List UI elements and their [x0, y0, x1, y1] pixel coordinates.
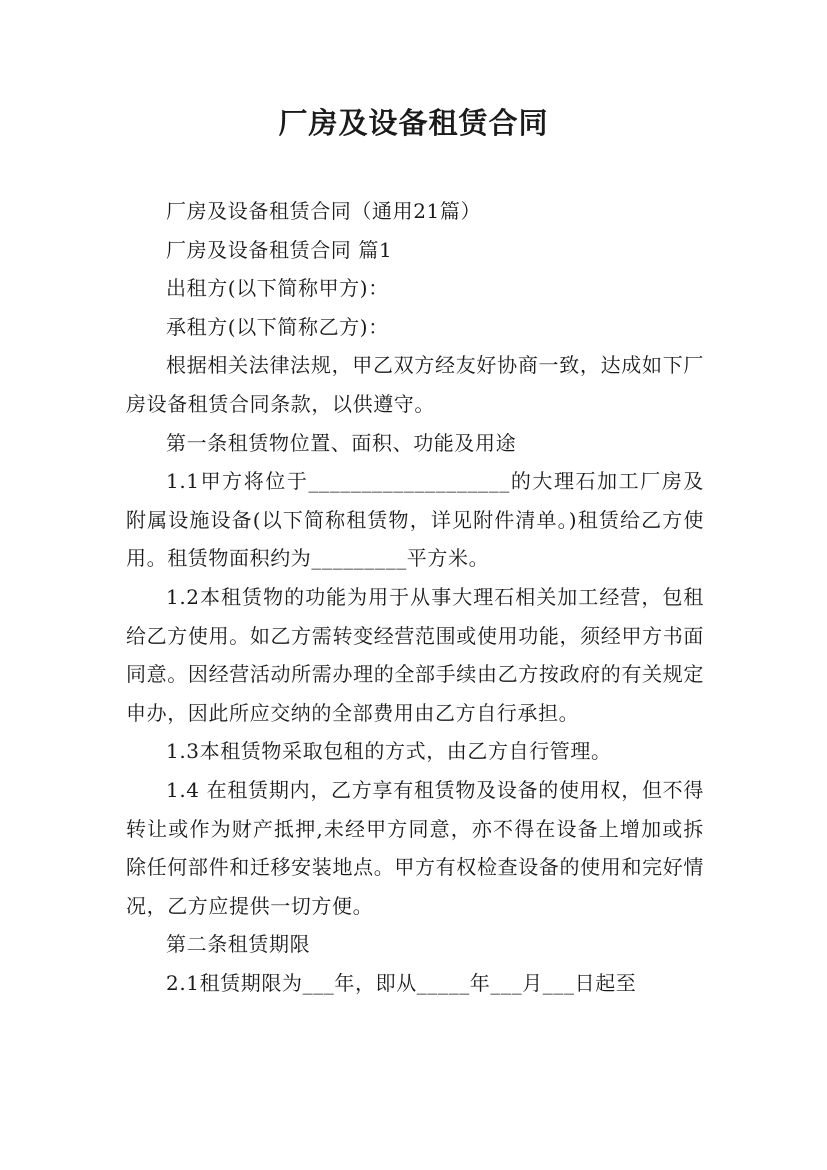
paragraph-lessor: 出租方(以下简称甲方)： [166, 276, 389, 301]
page-title: 厂房及设备租赁合同 [278, 106, 549, 140]
paragraph-clause-2-1: 2.1租赁期限为___年，即从_____年___月___日起至 [166, 970, 637, 995]
paragraph-preamble: 根据相关法律法规，甲乙双方经友好协商一致，达成如下厂房设备租赁合同条款，以供遵守。 [126, 353, 704, 416]
paragraph-clause-1-2: 1.2本租赁物的功能为用于从事大理石相关加工经营，包租给乙方使用。如乙方需转变经营范围或使用功能，须经甲方书面同意。因经营活动所需办理的全部手续由乙方按政府的有关规定申办，因此所应交纳的全部费用由乙方自行承担。 [126, 584, 704, 725]
document-body [126, 192, 704, 1002]
paragraph-subtitle: 厂房及设备租赁合同（通用21篇） [166, 199, 482, 223]
paragraph-clause-1-1: 1.1甲方将位于___________________的大理石加工厂房及附属设施设备(以下简称租赁物，详见附件清单。)租赁给乙方使用。租赁物面积约为_________平方米。 [126, 469, 704, 571]
paragraph-section-heading: 厂房及设备租赁合同 篇1 [166, 237, 393, 262]
paragraph-clause-1-4: 1.4 在租赁期内，乙方享有租赁物及设备的使用权，但不得转让或作为财产抵押,未经甲方同意，亦不得在设备上增加或拆除任何部件和迁移安装地点。甲方有权检查设备的使用和完好情况，乙方应提供一切方便。 [126, 777, 704, 918]
paragraph-lessee: 承租方(以下简称乙方)： [166, 314, 389, 339]
paragraph-clause-1-3: 1.3本租赁物采取包租的方式，由乙方自行管理。 [166, 739, 612, 764]
paragraph-article-1-heading: 第一条租赁物位置、面积、功能及用途 [166, 430, 517, 455]
paragraph-article-2-heading: 第二条租赁期限 [166, 932, 311, 957]
